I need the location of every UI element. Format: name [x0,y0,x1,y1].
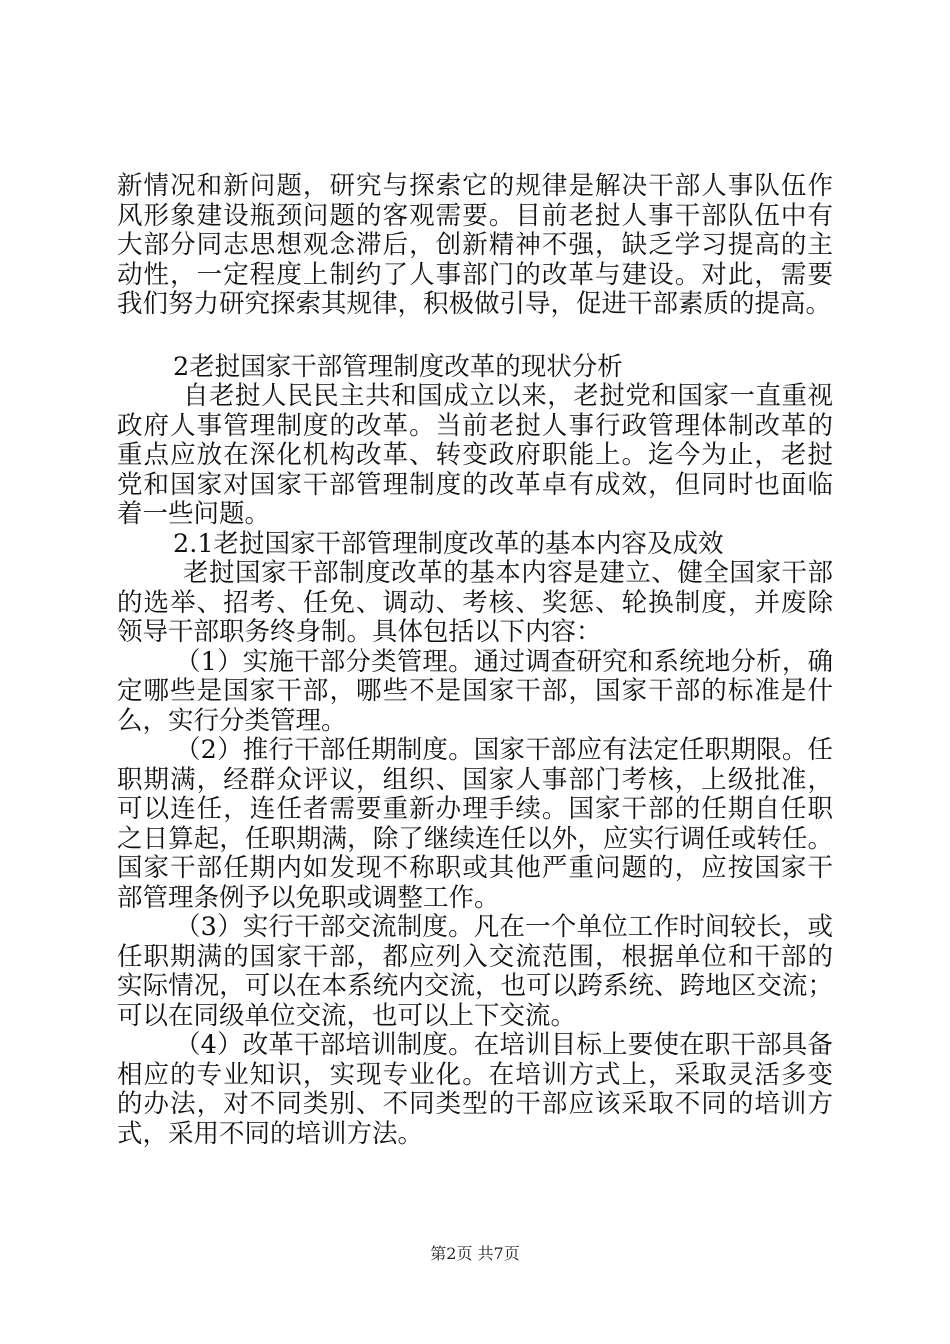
list-item-line: 的办法，对不同类别、不同类型的干部应该采取不同的培训方 [117,1089,833,1119]
list-item-line: 国家干部任期内如发现不称职或其他严重问题的，应按国家干 [117,853,833,883]
list-item-line: 部管理条例予以免职或调整工作。 [117,882,500,913]
paragraph-line: 政府人事管理制度的改革。当前老挝人事行政管理体制改革的 [117,410,833,441]
paragraph-line: 党和国家对国家干部管理制度的改革卓有成效，但同时也面临 [117,469,833,500]
subsection-heading: 2.1老挝国家干部管理制度改革的基本内容及成效 [173,528,724,559]
list-item-line: 式，采用不同的培训方法。 [117,1118,424,1149]
list-item-line: （3）实行干部交流制度。凡在一个单位工作时间较长，或 [175,912,833,942]
paragraph-line: 新情况和新问题，研究与探索它的规律是解决干部人事队伍作 [117,171,833,201]
document-body [117,172,833,1149]
list-item-line: （4）改革干部培训制度。在培训目标上要使在职干部具备 [175,1030,833,1060]
paragraph-line: 着一些问题。 [117,499,271,529]
paragraph-line: 动性，一定程度上制约了人事部门的改革与建设。对此，需要 [117,259,833,290]
list-item-line: 实际情况，可以在本系统内交流，也可以跨系统、跨地区交流； [117,971,833,1001]
list-item-line: 相应的专业知识，实现专业化。在培训方式上，采取灵活多变 [117,1059,833,1090]
list-item-line: （2）推行干部任期制度。国家干部应有法定任职期限。任 [175,735,833,765]
page-number-footer: 第2页 共7页 [430,1244,520,1263]
list-item-line: 可以连任，连任者需要重新办理手续。国家干部的任期自任职 [117,794,833,824]
list-item-line: 可以在同级单位交流，也可以上下交流。 [117,1000,577,1031]
paragraph-line: 领导干部职务终身制。具体包括以下内容： [117,617,602,647]
paragraph-line: 老挝国家干部制度改革的基本内容是建立、健全国家干部 [183,558,833,588]
section-heading: 2老挝国家干部管理制度改革的现状分析 [173,351,623,382]
paragraph-line: 风形象建设瓶颈问题的客观需要。目前老挝人事干部队伍中有 [117,200,833,231]
list-item-line: （1）实施干部分类管理。通过调查研究和系统地分析，确 [175,646,833,677]
paragraph-line: 自老挝人民民主共和国成立以来，老挝党和国家一直重视 [183,381,833,411]
paragraph-line: 重点应放在深化机构改革、转变政府职能上。迄今为止，老挝 [117,440,833,470]
paragraph-gap [117,320,833,353]
list-item-line: 职期满，经群众评议，组织、国家人事部门考核，上级批准， [117,764,833,795]
paragraph-line: 大部分同志思想观念滞后，创新精神不强，缺乏学习提高的主 [117,230,833,260]
list-item-line: 任职期满的国家干部，都应列入交流范围，根据单位和干部的 [117,941,833,972]
paragraph-line: 我们努力研究探索其规律，积极做引导，促进干部素质的提高。 [117,289,832,319]
list-item-line: 之日算起，任职期满，除了继续连任以外，应实行调任或转任。 [117,823,833,854]
list-item-line: 定哪些是国家干部，哪些不是国家干部，国家干部的标准是什 [117,676,833,706]
list-item-line: 么，实行分类管理。 [117,705,347,736]
paragraph-line: 的选举、招考、任免、调动、考核、奖惩、轮换制度，并废除 [117,587,833,618]
